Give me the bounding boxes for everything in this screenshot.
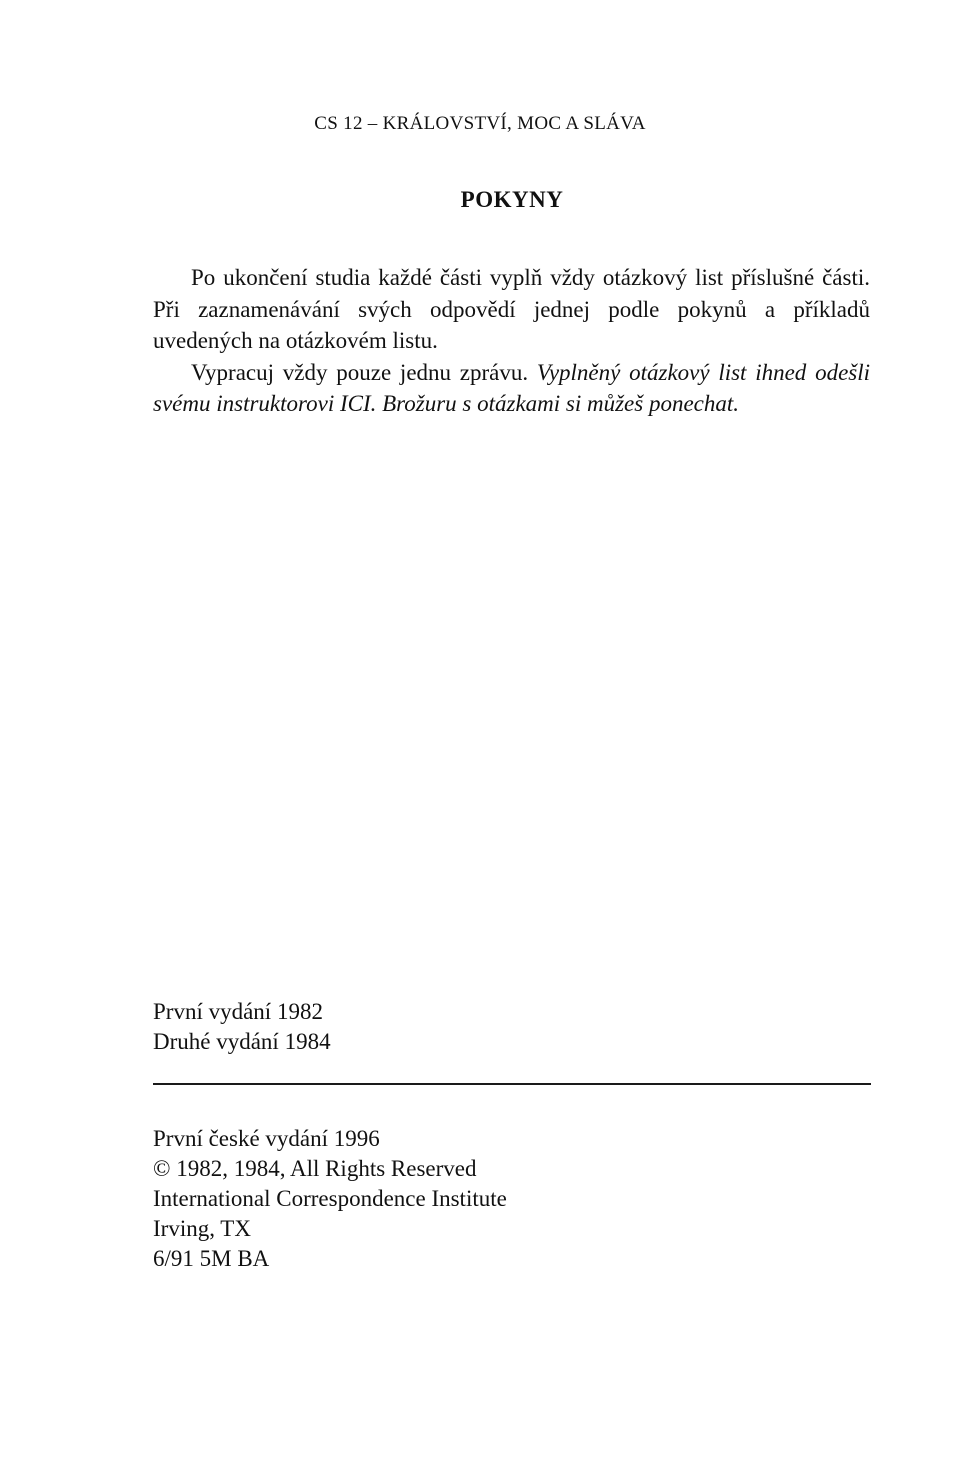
instructions-italic-sentence: Vyplněný otázkový list ihned odešli svému instruktorovi ICI. Brožuru s otázkami si můžeš ponechat. — [153, 359, 871, 416]
imprint-block — [153, 1124, 507, 1274]
copyright-notice: © 1982, 1984, All Rights Reserved — [153, 1156, 477, 1181]
publisher-name: International Correspondence Institute — [153, 1186, 507, 1211]
instructions-paragraph-1: Po ukončení studia každé části vyplň vždy otázkový list příslušné části. Při zaznamenávání svých odpovědí jednej podle pokynů a příkladů uvedených na otázkovém listu. — [153, 265, 870, 353]
instructions-text — [153, 262, 870, 420]
divider-rule — [153, 1083, 871, 1085]
running-header: CS 12 – KRÁLOVSTVÍ, MOC A SLÁVA — [314, 113, 646, 134]
edition-history — [153, 997, 331, 1057]
instructions-plain-sentence: Vypracuj vždy pouze jednu zprávu. — [191, 359, 529, 385]
czech-edition: První české vydání 1996 — [153, 1126, 380, 1151]
publisher-location: Irving, TX — [153, 1216, 251, 1241]
second-edition: Druhé vydání 1984 — [153, 1029, 331, 1054]
first-edition: První vydání 1982 — [153, 999, 323, 1024]
print-code: 6/91 5M BA — [153, 1246, 270, 1271]
page-title: POKYNY — [460, 187, 564, 212]
instructions-paragraph-2 — [153, 357, 870, 420]
